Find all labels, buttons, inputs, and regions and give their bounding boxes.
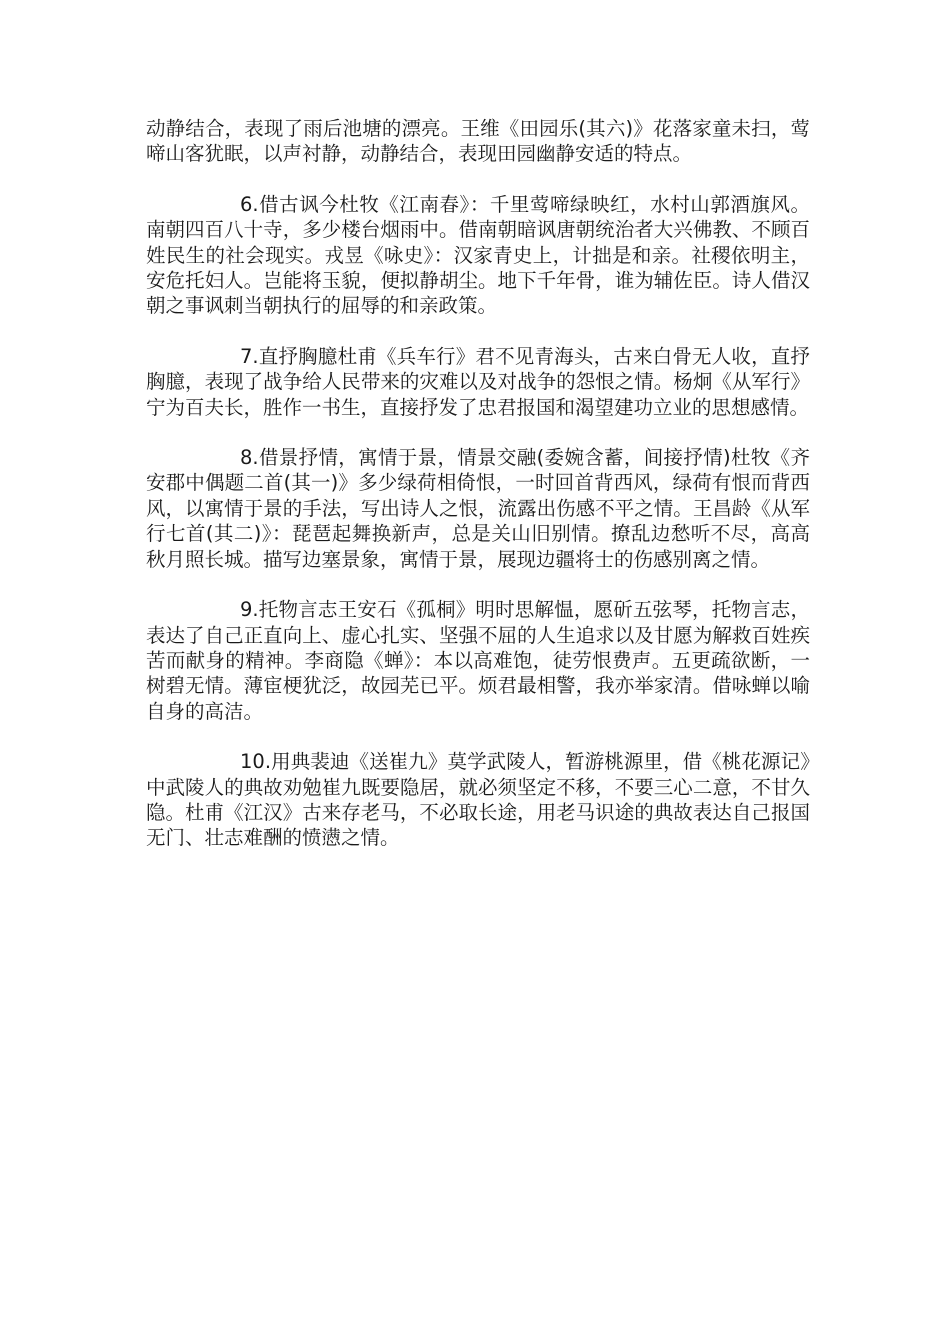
paragraph-item-6: 6.借古讽今杜牧《江南春》：千里莺啼绿映红，水村山郭酒旗风。南朝四百八十寺，多少楼台烟雨中。借南朝暗讽唐朝统治者大兴佛教、不顾百姓民生的社会现实。戎昱《咏史》：汉家青史上，计拙是和亲。社稷依明主，安危托妇人。岂能将玉貌，便拟静胡尘。地下千年骨，谁为辅佐臣。诗人借汉朝之事讽刺当朝执行的屈辱的和亲政策。: [146, 192, 810, 318]
document-body: [146, 116, 810, 876]
paragraph-item-10: 10.用典裴迪《送崔九》莫学武陵人，暂游桃源里，借《桃花源记》中武陵人的典故劝勉崔九既要隐居，就必须坚定不移，不要三心二意，不甘久隐。杜甫《江汉》古来存老马，不必取长途，用老马识途的典故表达自己报国无门、壮志难酬的愤懑之情。: [146, 750, 810, 850]
paragraph-item-8: 8.借景抒情，寓情于景，情景交融(委婉含蓄，间接抒情)杜牧《齐安郡中偶题二首(其一)》多少绿荷相倚恨，一时回首背西风，绿荷有恨而背西风，以寓情于景的手法，写出诗人之恨，流露出伤感不平之情。王昌龄《从军行七首(其二)》：琵琶起舞换新声，总是关山旧别情。撩乱边愁听不尽，高高秋月照长城。描写边塞景象，寓情于景，展现边疆将士的伤感别离之情。: [146, 446, 810, 571]
paragraph-continuation: 动静结合，表现了雨后池塘的漂亮。王维《田园乐(其六)》花落家童未扫，莺啼山客犹眠，以声衬静，动静结合，表现田园幽静安适的特点。: [146, 117, 810, 166]
paragraph-item-9: 9.托物言志王安石《孤桐》明时思解愠，愿斫五弦琴，托物言志，表达了自己正直向上、虚心扎实、坚强不屈的人生追求以及甘愿为解救百姓疾苦而献身的精神。李商隐《蝉》：本以高难饱，徒劳恨费声。五更疏欲断，一树碧无情。薄宦梗犹泛，故园芜已平。烦君最相警，我亦举家清。借咏蝉以喻自身的高洁。: [146, 598, 810, 723]
paragraph-item-7: 7.直抒胸臆杜甫《兵车行》君不见青海头，古来白骨无人收，直抒胸臆，表现了战争给人民带来的灾难以及对战争的怨恨之情。杨炯《从军行》宁为百夫长，胜作一书生，直接抒发了忠君报国和渴望建功立业的思想感情。: [146, 344, 810, 419]
